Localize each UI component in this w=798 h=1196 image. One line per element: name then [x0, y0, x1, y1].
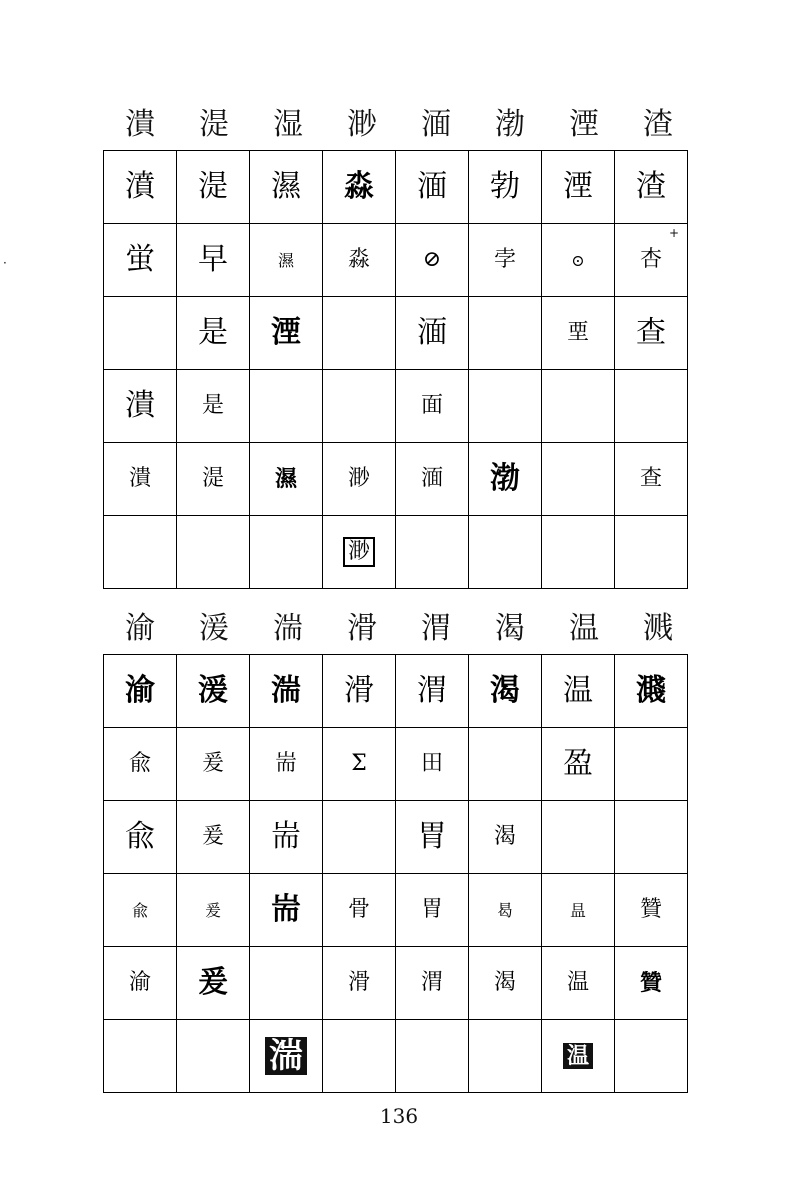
glyph-cell — [177, 874, 250, 947]
glyph: 温 — [566, 970, 589, 995]
table-row — [104, 947, 688, 1020]
header-char: 潰 — [125, 107, 155, 142]
glyph-cell — [323, 947, 396, 1020]
glyph-cell — [615, 224, 688, 297]
glyph: 湜 — [201, 466, 224, 491]
glyph-cell — [104, 370, 177, 443]
glyph-cell — [104, 801, 177, 874]
glyph-cell — [615, 655, 688, 728]
glyph: 湮 — [271, 315, 301, 350]
glyph-cell — [323, 224, 396, 297]
glyph: 耑 — [271, 819, 301, 854]
header-char: 渺 — [347, 107, 377, 142]
glyph-cell — [615, 728, 688, 801]
glyph-cell — [396, 655, 469, 728]
glyph-cell — [396, 370, 469, 443]
page-number: 136 — [379, 1104, 419, 1128]
glyph: 是 — [201, 393, 224, 418]
glyph-cell — [104, 151, 177, 224]
glyph: 渭 — [417, 673, 447, 708]
glyph: 渣 — [636, 169, 666, 204]
glyph-cell — [323, 801, 396, 874]
glyph-cell — [615, 151, 688, 224]
glyph-cell — [469, 874, 542, 947]
glyph: 湜 — [198, 169, 228, 204]
glyph: 渭 — [420, 970, 443, 995]
glyph-cell — [542, 297, 615, 370]
glyph-cell — [469, 443, 542, 516]
glyph: 胃 — [420, 897, 443, 922]
glyph-cell — [323, 151, 396, 224]
glyph: 湎 — [420, 466, 443, 491]
section2-glyph-grid — [103, 654, 688, 1093]
glyph: 濆 — [125, 169, 155, 204]
glyph-cell — [615, 297, 688, 370]
seal-glyph: 渺 — [343, 537, 375, 567]
glyph-cell — [615, 801, 688, 874]
table-row — [104, 655, 688, 728]
glyph: 爰 — [198, 965, 228, 1000]
glyph: 湎 — [417, 169, 447, 204]
glyph-cell — [396, 224, 469, 297]
table-row — [104, 874, 688, 947]
header-char: 湜 — [199, 107, 229, 142]
glyph: 渝 — [125, 673, 155, 708]
section2-header-row — [103, 603, 695, 655]
glyph: 查 — [636, 315, 666, 350]
header-char: 湿 — [273, 107, 303, 142]
seal-glyph: 温 — [563, 1043, 593, 1069]
glyph-cell — [177, 443, 250, 516]
table-row — [104, 370, 688, 443]
table-row — [104, 151, 688, 224]
glyph: ⊙ — [571, 250, 585, 270]
glyph-cell — [396, 443, 469, 516]
glyph-cell — [323, 1020, 396, 1093]
glyph: 湎 — [417, 315, 447, 350]
glyph-cell — [177, 516, 250, 589]
glyph: 濕 — [274, 466, 297, 492]
glyph-cell — [104, 443, 177, 516]
glyph-cell — [615, 947, 688, 1020]
glyph: 杏 — [639, 247, 662, 272]
plus-mark: + — [668, 226, 679, 240]
glyph: 温 — [563, 673, 593, 708]
header-char: 湲 — [199, 611, 229, 646]
glyph: 濕 — [277, 250, 294, 270]
glyph-cell — [250, 728, 323, 801]
glyph-cell — [542, 1020, 615, 1093]
glyph-cell — [104, 297, 177, 370]
glyph-cell — [469, 947, 542, 1020]
table-row — [104, 224, 688, 297]
glyph-cell — [250, 1020, 323, 1093]
glyph-cell — [104, 728, 177, 801]
glyph: 淼 — [344, 169, 374, 204]
glyph: 曷 — [496, 900, 513, 920]
glyph: 勃 — [490, 169, 520, 204]
glyph: 爰 — [201, 751, 224, 776]
table-row — [104, 297, 688, 370]
glyph-cell — [469, 151, 542, 224]
glyph-cell — [396, 947, 469, 1020]
table-row — [104, 728, 688, 801]
header-char: 渴 — [495, 611, 525, 646]
glyph-cell — [104, 1020, 177, 1093]
glyph: 湮 — [563, 169, 593, 204]
glyph-cell — [542, 516, 615, 589]
glyph-cell — [542, 151, 615, 224]
glyph-cell — [396, 801, 469, 874]
glyph: 面 — [420, 393, 443, 418]
glyph-cell — [323, 370, 396, 443]
header-char: 温 — [569, 611, 599, 646]
glyph-cell — [469, 1020, 542, 1093]
glyph-cell — [177, 297, 250, 370]
glyph: 淼 — [347, 247, 370, 272]
glyph: 骨 — [347, 897, 370, 922]
glyph: 垔 — [566, 320, 589, 345]
glyph: 渝 — [128, 970, 151, 995]
glyph: 盈 — [563, 746, 593, 781]
header-char: 湮 — [569, 107, 599, 142]
glyph: 早 — [198, 242, 228, 277]
glyph: 查 — [639, 466, 662, 491]
glyph: 是 — [198, 315, 228, 350]
glyph: 蛍 — [125, 242, 155, 277]
glyph-cell — [323, 874, 396, 947]
glyph-cell — [250, 443, 323, 516]
glyph: 耑 — [271, 892, 301, 927]
glyph-cell — [177, 801, 250, 874]
glyph-cell — [542, 801, 615, 874]
glyph-cell — [250, 151, 323, 224]
glyph-cell — [542, 224, 615, 297]
glyph-cell — [615, 516, 688, 589]
glyph: 爰 — [201, 824, 224, 849]
glyph-cell — [396, 874, 469, 947]
glyph-cell — [104, 947, 177, 1020]
glyph: 昷 — [569, 900, 586, 920]
seal-glyph: 湍 — [265, 1037, 307, 1075]
glyph: 田 — [420, 751, 443, 776]
glyph: 渺 — [347, 466, 370, 491]
glyph: 濺 — [636, 673, 666, 708]
glyph-cell — [104, 224, 177, 297]
glyph-cell — [396, 728, 469, 801]
glyph: 濕 — [271, 169, 301, 204]
glyph-cell — [177, 1020, 250, 1093]
glyph: 胃 — [417, 819, 447, 854]
glyph-cell — [396, 516, 469, 589]
glyph-cell — [542, 655, 615, 728]
glyph-cell — [542, 370, 615, 443]
glyph-cell — [177, 370, 250, 443]
glyph-cell — [469, 224, 542, 297]
glyph: Σ — [351, 751, 367, 776]
glyph-cell — [542, 874, 615, 947]
glyph-cell — [250, 224, 323, 297]
glyph-cell — [177, 224, 250, 297]
glyph: 爰 — [204, 900, 221, 920]
glyph-cell — [177, 151, 250, 224]
glyph-cell — [396, 151, 469, 224]
section1-glyph-grid — [103, 150, 688, 589]
glyph-cell — [250, 947, 323, 1020]
table-row — [104, 1020, 688, 1093]
glyph-cell — [323, 297, 396, 370]
glyph: 耑 — [274, 751, 297, 776]
header-char: 渝 — [125, 611, 155, 646]
glyph-cell — [104, 516, 177, 589]
glyph-cell — [323, 443, 396, 516]
glyph-cell — [396, 1020, 469, 1093]
glyph-cell — [469, 801, 542, 874]
glyph: 孛 — [493, 247, 516, 272]
stray-dot: · — [3, 256, 7, 270]
glyph-cell — [177, 947, 250, 1020]
glyph-cell — [469, 655, 542, 728]
glyph-cell — [469, 728, 542, 801]
glyph: 兪 — [125, 819, 155, 854]
glyph: 渴 — [493, 824, 516, 849]
glyph-cell — [469, 370, 542, 443]
glyph-cell — [250, 297, 323, 370]
header-char: 滑 — [347, 611, 377, 646]
header-char: 渭 — [421, 611, 451, 646]
table-row — [104, 443, 688, 516]
header-char: 渤 — [495, 107, 525, 142]
header-char: 湎 — [421, 107, 451, 142]
glyph: 贊 — [639, 970, 662, 996]
glyph-cell — [250, 370, 323, 443]
glyph: 渤 — [490, 461, 520, 496]
glyph: 湍 — [271, 673, 301, 708]
glyph-cell — [542, 947, 615, 1020]
glyph-cell — [177, 655, 250, 728]
glyph-cell — [396, 297, 469, 370]
glyph-cell — [104, 874, 177, 947]
glyph-cell — [323, 728, 396, 801]
header-char: 溅 — [643, 611, 673, 646]
glyph-cell — [250, 874, 323, 947]
glyph-cell — [250, 801, 323, 874]
glyph: 兪 — [131, 900, 148, 920]
glyph: 贊 — [639, 897, 662, 922]
glyph-cell — [542, 443, 615, 516]
glyph: 潰 — [128, 466, 151, 491]
glyph-cell — [615, 1020, 688, 1093]
glyph: 滑 — [347, 970, 370, 995]
glyph-cell — [250, 516, 323, 589]
glyph: 潰 — [125, 388, 155, 423]
glyph-cell — [177, 728, 250, 801]
glyph: 渴 — [490, 673, 520, 708]
glyph-cell — [469, 516, 542, 589]
glyph-cell — [323, 516, 396, 589]
glyph-cell — [542, 728, 615, 801]
table-row — [104, 516, 688, 589]
glyph: ⊘ — [422, 247, 442, 272]
section1-header-row — [103, 99, 695, 151]
glyph-cell — [250, 655, 323, 728]
glyph-cell — [104, 655, 177, 728]
glyph: 兪 — [128, 751, 151, 776]
glyph-cell — [469, 297, 542, 370]
glyph-cell — [615, 443, 688, 516]
glyph-cell — [615, 370, 688, 443]
glyph-cell — [323, 655, 396, 728]
glyph-cell — [615, 874, 688, 947]
header-char: 湍 — [273, 611, 303, 646]
glyph: 渴 — [493, 970, 516, 995]
header-char: 渣 — [643, 107, 673, 142]
table-row — [104, 801, 688, 874]
glyph: 滑 — [344, 673, 374, 708]
glyph: 湲 — [198, 673, 228, 708]
